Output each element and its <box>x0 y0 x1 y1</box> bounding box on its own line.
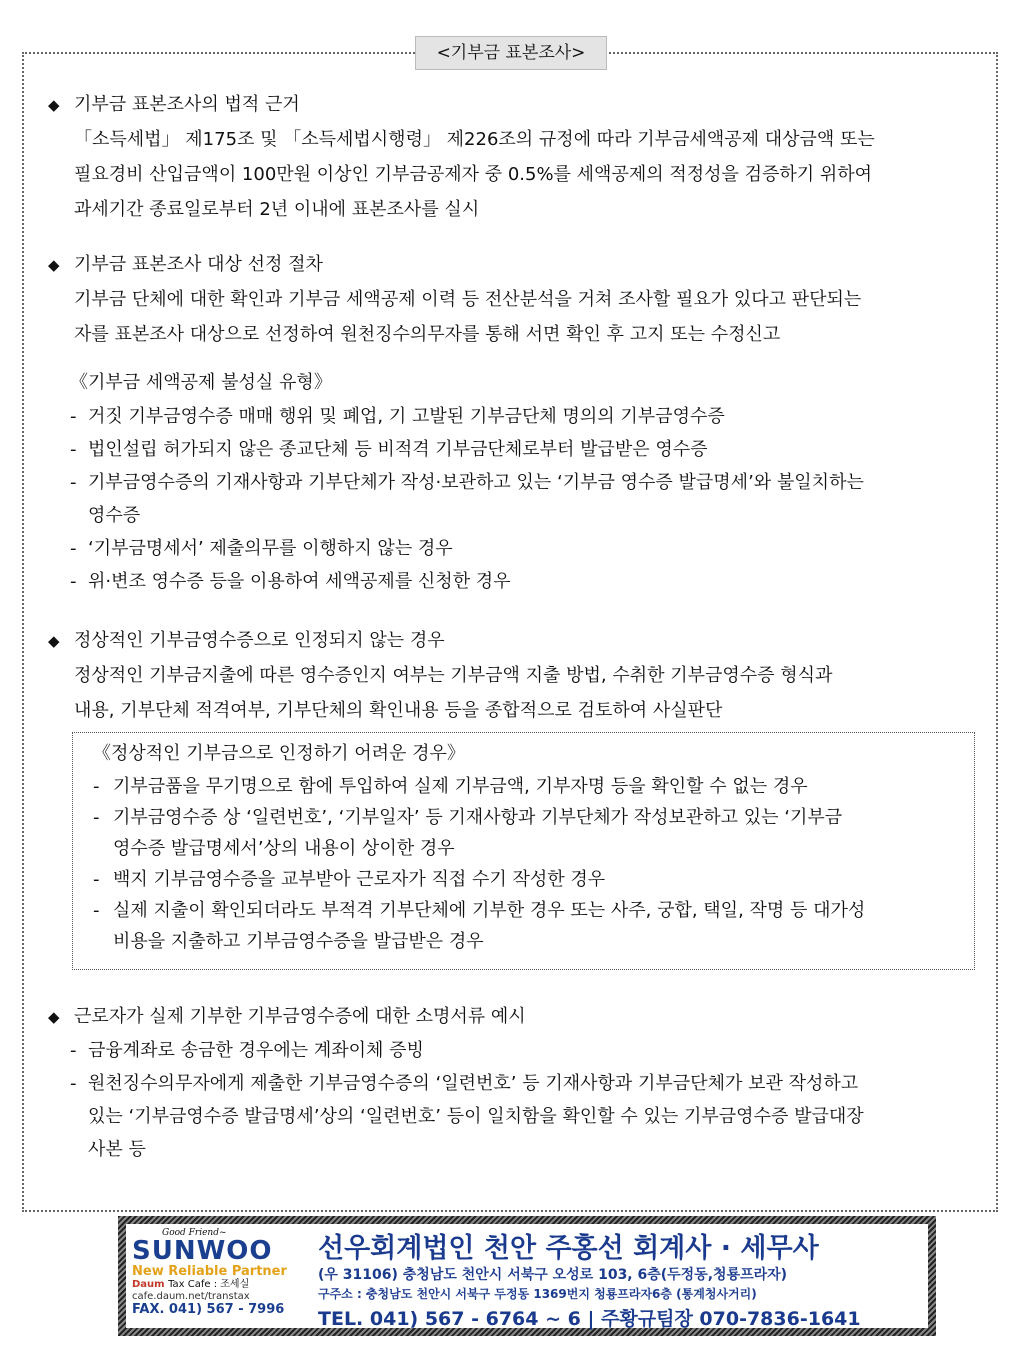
list-item: - 금융계좌로 송금한 경우에는 계좌이체 증빙 <box>70 1040 424 1061</box>
section-heading: 기부금 표본조사 대상 선정 절차 <box>74 254 323 275</box>
fax-number: FAX. 041) 567 - 7996 <box>132 1302 285 1317</box>
section-body <box>48 122 983 227</box>
diamond-icon: ◆ <box>48 256 60 274</box>
diamond-icon: ◆ <box>48 96 60 114</box>
list-item: - 거짓 기부금영수증 매매 행위 및 폐업, 기 고발된 기부금단체 명의의 기부금영수증 <box>70 406 725 427</box>
footer-banner <box>118 1216 936 1336</box>
cafe-url: cafe.daum.net/transtax <box>132 1291 250 1302</box>
list-item: - 위·변조 영수증 등을 이용하여 세액공제를 신청한 경우 <box>70 571 511 592</box>
section-heading: 정상적인 기부금영수증으로 인정되지 않는 경우 <box>74 630 445 651</box>
list-item: - 기부금영수증 상 ‘일련번호’, ‘기부일자’ 등 기재사항과 기부단체가 작성보관하고 있는 ‘기부금 영수증 발급명세서’상의 내용이 상이한 경우 <box>93 807 843 859</box>
subsection-title: 《기부금 세액공제 불성실 유형》 <box>70 372 332 393</box>
daum-logo-icon: Daum <box>132 1279 169 1290</box>
list-item: - 실제 지출이 확인되더라도 부적격 기부단체에 기부한 경우 또는 사주, 궁합, 택일, 작명 등 대가성 비용을 지출하고 기부금영수증을 발급받은 경우 <box>93 900 866 952</box>
body-line: 정상적인 기부금지출에 따른 영수증인지 여부는 기부금액 지출 방법, 수취한 기부금영수증 형식과 <box>74 665 833 686</box>
list-item: - 백지 기부금영수증을 교부받아 근로자가 직접 수기 작성한 경우 <box>93 869 606 890</box>
dotted-note-box <box>72 732 975 970</box>
firm-old-address: 구주소 : 충청남도 천안시 서북구 두정동 1369번지 청룡프라자6층 (통계청사거리) <box>318 1287 757 1301</box>
body-line: 과세기간 종료일로부터 2년 이내에 표본조사를 실시 <box>74 199 480 220</box>
dash-list <box>48 400 983 598</box>
list-item: - 기부금영수증의 기재사항과 기부단체가 작성·보관하고 있는 ‘기부금 영수증 발급명세’와 불일치하는 영수증 <box>70 472 864 526</box>
diamond-icon: ◆ <box>48 632 60 650</box>
firm-telephone: TEL. 041) 567 - 6764 ~ 6 | 주황규팀장 070-7836-1641 <box>318 1308 861 1330</box>
body-line: 「소득세법」 제175조 및 「소득세법시행령」 제226조의 규정에 따라 기부금세액공제 대상금액 또는 <box>74 129 875 150</box>
firm-address: (우 31106) 충청남도 천안시 서북구 오성로 103, 6층(두정동,청룡프라자) <box>318 1267 788 1283</box>
box-title: 《정상적인 기부금으로 인정하기 어려운 경우》 <box>93 743 465 764</box>
section-evidence-examples <box>48 1000 983 1166</box>
section-legal-basis <box>48 88 983 227</box>
tagline: New Reliable Partner <box>132 1264 287 1279</box>
list-item: - 원천징수의무자에게 제출한 기부금영수증의 ‘일련번호’ 등 기재사항과 기부금단체가 보관 작성하고 있는 ‘기부금영수증 발급명세’상의 ‘일련번호’ 등이 일치함을 확인할 수 있는 기부금영수증 발급대장 사본 등 <box>70 1073 864 1160</box>
list-item: - 법인설립 허가되지 않은 종교단체 등 비적격 기부금단체로부터 발급받은 영수증 <box>70 439 708 460</box>
page-title: <기부금 표본조사> <box>415 36 607 70</box>
body-line: 내용, 기부단체 적격여부, 기부단체의 확인내용 등을 종합적으로 검토하여 사실판단 <box>74 700 723 721</box>
section-invalid-receipts <box>48 624 983 728</box>
list-item: - ‘기부금명세서’ 제출의무를 이행하지 않는 경우 <box>70 538 453 559</box>
section-body <box>48 282 983 352</box>
brand-name: SUNWOO <box>132 1236 273 1266</box>
list-item: - 기부금품을 무기명으로 함에 투입하여 실제 기부금액, 기부자명 등을 확인할 수 없는 경우 <box>93 776 808 797</box>
firm-logo: Good Friend~ SUNWOO New Reliable Partner Daum Tax Cafe : 조세실 cafe.daum.net/transtax FAX. 041) 567 - 7996 <box>132 1228 308 1322</box>
section-selection-procedure <box>48 248 983 598</box>
section-heading: 근로자가 실제 기부한 기부금영수증에 대한 소명서류 예시 <box>74 1006 526 1027</box>
firm-name: 선우회계법인 천안 주홍선 회계사 · 세무사 <box>318 1233 819 1264</box>
section-heading: 기부금 표본조사의 법적 근거 <box>74 94 300 115</box>
body-line: 필요경비 산입금액이 100만원 이상인 기부금공제자 중 0.5%를 세액공제의 적정성을 검증하기 위하여 <box>74 164 873 185</box>
diamond-icon: ◆ <box>48 1008 60 1026</box>
dash-list <box>48 1034 983 1166</box>
body-line: 기부금 단체에 대한 확인과 기부금 세액공제 이력 등 전산분석을 거쳐 조사할 필요가 있다고 판단되는 <box>74 289 862 310</box>
section-body <box>48 658 983 728</box>
body-line: 자를 표본조사 대상으로 선정하여 원천징수의무자를 통해 서면 확인 후 고지 또는 수정신고 <box>74 324 781 345</box>
